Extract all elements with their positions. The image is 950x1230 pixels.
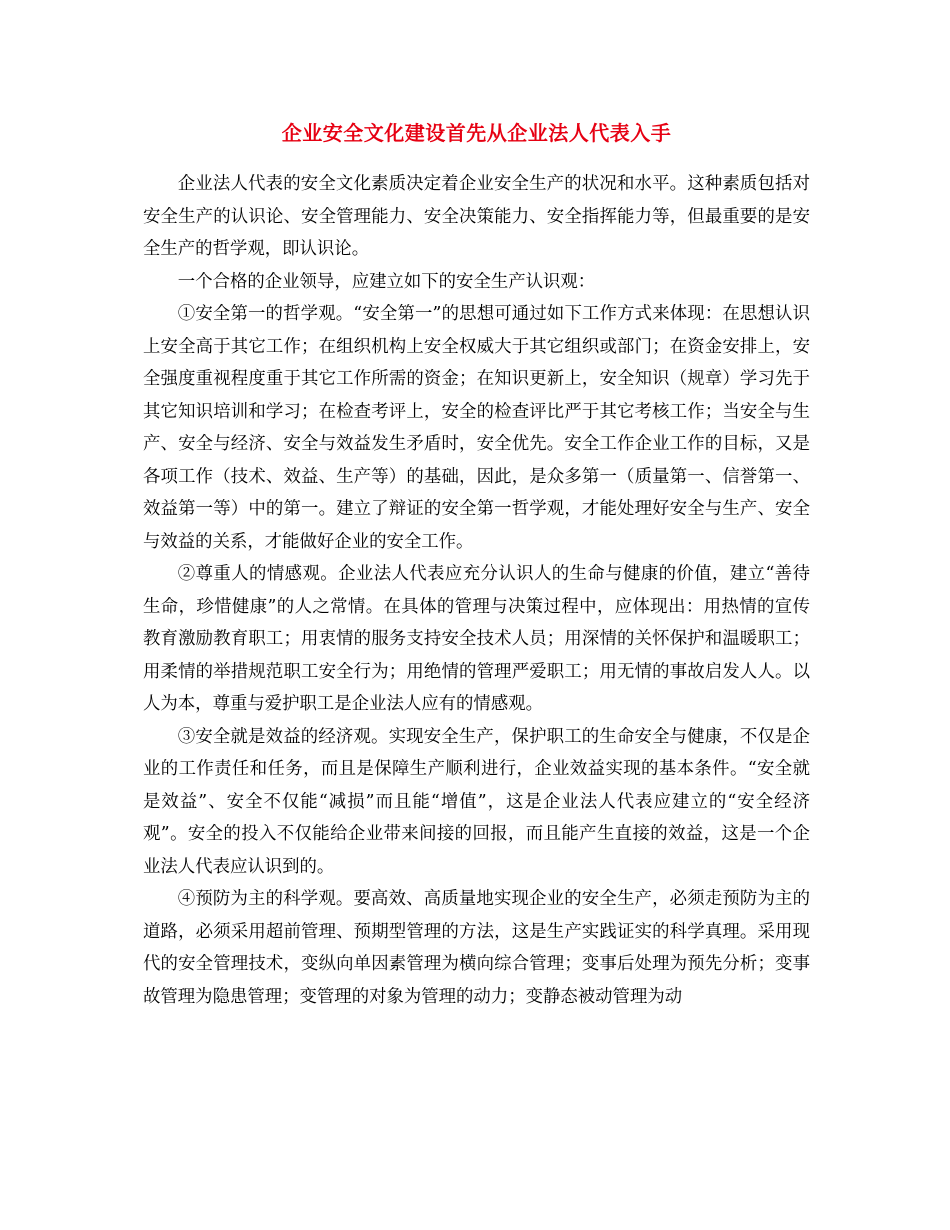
document-title: 企业安全文化建设首先从企业法人代表入手 [281,121,672,145]
paragraph-point-1: ①安全第一的哲学观。“安全第一”的思想可通过如下工作方式来体现：在思想认识上安全高于其它工作；在组织机构上安全权威大于其它组织或部门；在资金安排上，安全强度重视程度重于其它工作所需的资金；在知识更新上，安全知识（规章）学习先于其它知识培训和学习；在检查考评上，安全的检查评比严于其它考核工作；当安全与生产、安全与经济、安全与效益发生矛盾时，安全优先。安全工作企业工作的目标，又是各项工作（技术、效益、生产等）的基础，因此，是众多第一（质量第一、信誉第一、效益第一等）中的第一。建立了辩证的安全第一哲学观，才能处理好安全与生产、安全与效益的关系，才能做好企业的安全工作。 [143,304,810,552]
paragraph-intro: 企业法人代表的安全文化素质决定着企业安全生产的状况和水平。这种素质包括对安全生产的认识论、安全管理能力、安全决策能力、安全指挥能力等，但最重要的是安全生产的哲学观，即认识论。 [143,174,810,259]
paragraph-point-4: ④预防为主的科学观。要高效、高质量地实现企业的安全生产，必须走预防为主的道路，必须采用超前管理、预期型管理的方法，这是生产实践证实的科学真理。采用现代的安全管理技术，变纵向单因素管理为横向综合管理；变事后处理为预先分析；变事故管理为隐患管理；变管理的对象为管理的动力；变静态被动管理为动 [143,889,810,1007]
paragraph-point-3: ③安全就是效益的经济观。实现安全生产，保护职工的生命安全与健康，不仅是企业的工作责任和任务，而且是保障生产顺利进行，企业效益实现的基本条件。“安全就是效益”、安全不仅能“减损”而且能“增值”，这是企业法人代表应建立的“安全经济观”。安全的投入不仅能给企业带来间接的回报，而且能产生直接的效益，这是一个企业法人代表应认识到的。 [143,726,810,877]
paragraph-lead: 一个合格的企业领导，应建立如下的安全生产认识观： [177,271,596,292]
paragraph-point-2: ②尊重人的情感观。企业法人代表应充分认识人的生命与健康的价值，建立“善待生命，珍惜健康”的人之常情。在具体的管理与决策过程中，应体现出：用热情的宣传教育激励教育职工；用衷情的服务支持安全技术人员；用深情的关怀保护和温暖职工；用柔情的举措规范职工安全行为；用绝情的管理严爱职工；用无情的事故启发人人。以人为本，尊重与爱护职工是企业法人应有的情感观。 [143,564,810,714]
document-page [143,118,810,1013]
